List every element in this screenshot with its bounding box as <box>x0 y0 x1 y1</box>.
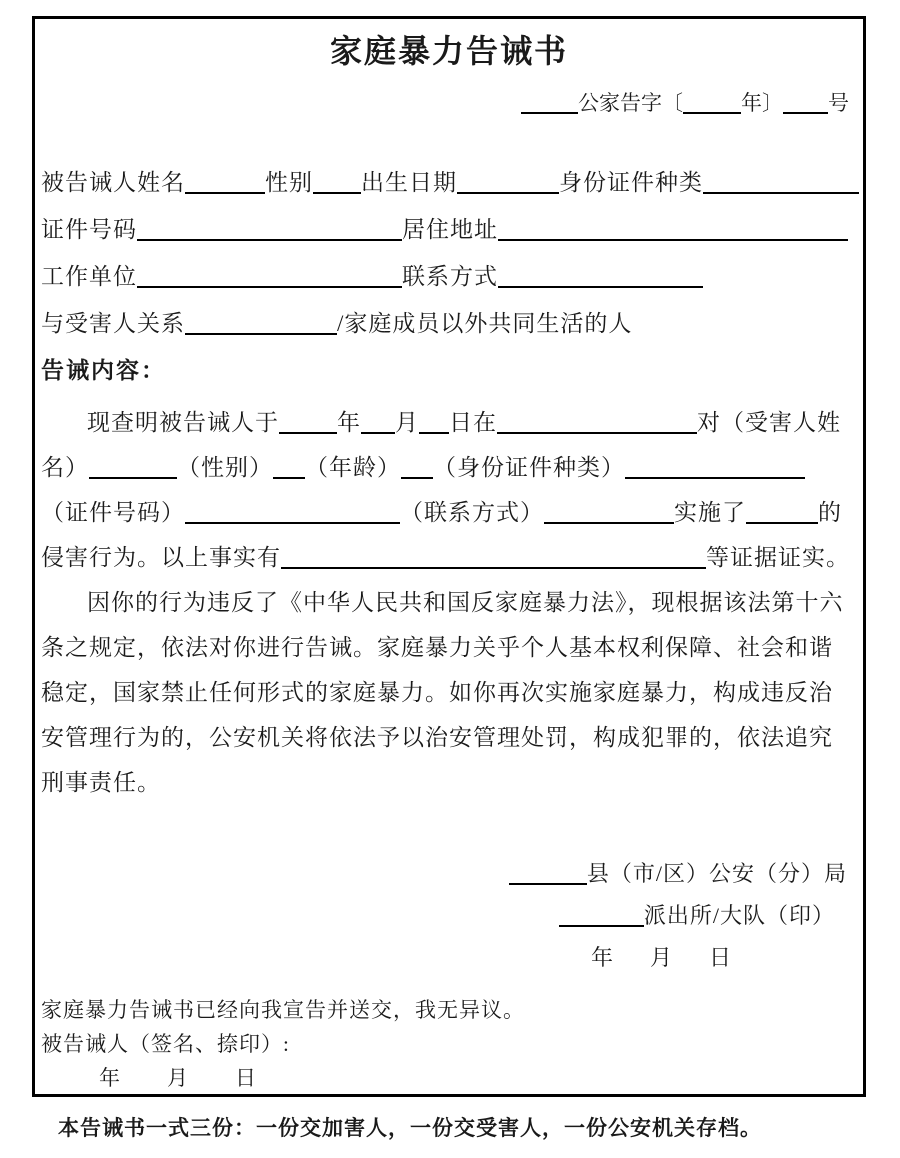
blank-field <box>281 567 706 569</box>
authority-bureau-line <box>41 853 857 895</box>
blank-field <box>521 112 578 114</box>
text-segment: 等证据证实。 <box>706 545 850 570</box>
text-segment: （证件号码） <box>41 500 185 525</box>
ack-date-line <box>41 1061 857 1095</box>
text-segment: 身份证件种类 <box>559 170 703 195</box>
text-segment: 安管理行为的，公安机关将依法予以治安管理处罚，构成犯罪的，依法追究 <box>41 725 833 750</box>
text-segment: 侵害行为。以上事实有 <box>41 545 281 570</box>
employer-line <box>41 253 857 300</box>
legal-line-4 <box>41 715 857 760</box>
blank-field <box>273 477 305 479</box>
warning-facts-paragraph <box>41 400 857 580</box>
relationship-line <box>41 300 857 347</box>
blank-field <box>497 432 697 434</box>
blank-field <box>137 286 402 288</box>
blank-field <box>683 112 741 114</box>
recipient-name-line <box>41 159 857 206</box>
text-segment: 告诫内容： <box>41 357 166 383</box>
text-segment: 年 <box>337 410 361 435</box>
blank-field <box>783 112 828 114</box>
authority-station-line <box>41 895 857 937</box>
text-segment: 实施了 <box>674 500 746 525</box>
text-segment: 家庭暴力告诫书已经向我宣告并送交，我无异议。 <box>41 998 525 1022</box>
blank-field <box>361 432 395 434</box>
blank-field <box>509 883 587 885</box>
blank-field <box>544 522 674 524</box>
blank-field <box>559 925 644 927</box>
legal-line-3 <box>41 670 857 715</box>
text-segment: （性别） <box>177 455 273 480</box>
text-segment: 居住地址 <box>402 217 498 242</box>
blank-field <box>703 192 859 194</box>
text-segment: 派出所/大队（印） <box>643 903 835 928</box>
text-segment: 日 <box>708 945 732 970</box>
id-number-line <box>41 206 857 253</box>
text-segment: 刑事责任。 <box>41 770 161 795</box>
blank-field <box>746 522 818 524</box>
text-segment: （身份证件种类） <box>433 455 625 480</box>
text-segment: 证件号码 <box>41 217 137 242</box>
text-segment: 稳定，国家禁止任何形式的家庭暴力。如你再次实施家庭暴力，构成违反治 <box>41 680 833 705</box>
text-segment: 月 <box>649 945 673 970</box>
text-segment: 条之规定，依法对你进行告诫。家庭暴力关乎个人基本权利保障、社会和谐 <box>41 635 833 660</box>
text-segment: 被告诫人（签名、捺印）: <box>41 1032 290 1056</box>
blank-field <box>185 192 265 194</box>
ack-statement-line <box>41 993 857 1027</box>
blank-field <box>89 477 177 479</box>
text-segment: 年 <box>99 1066 121 1090</box>
doc-number-line <box>41 85 857 121</box>
blank-field <box>279 432 337 434</box>
blank-field <box>498 239 848 241</box>
legal-basis-paragraph <box>41 580 857 805</box>
text-segment: 的 <box>818 500 842 525</box>
text-segment: 日 <box>235 1066 257 1090</box>
text-segment: 月 <box>395 410 419 435</box>
blank-field <box>137 239 402 241</box>
document-title: 家庭暴力告诫书 <box>329 33 568 69</box>
facts-line-4 <box>41 535 857 580</box>
text-segment: /家庭成员以外共同生活的人 <box>337 311 633 336</box>
distribution-note: 本告诫书一式三份：一份交加害人，一份交受害人，一份公安机关存档。 <box>58 1116 762 1140</box>
content-heading <box>41 347 857 394</box>
text-segment: 工作单位 <box>41 264 137 289</box>
ack-signature-line <box>41 1027 857 1061</box>
text-segment: 号 <box>828 91 849 115</box>
text-segment: 年 <box>590 945 614 970</box>
facts-line-2 <box>41 445 857 490</box>
text-segment: 被告诫人姓名 <box>41 170 185 195</box>
blank-field <box>185 522 400 524</box>
text-segment: 联系方式 <box>402 264 498 289</box>
authority-date-line <box>41 937 857 979</box>
facts-line-1 <box>41 400 857 445</box>
text-segment: 现查明被告诫人于 <box>87 410 279 435</box>
text-segment: （年龄） <box>305 455 401 480</box>
blank-field <box>625 477 805 479</box>
document-border <box>32 16 866 1097</box>
legal-line-2 <box>41 625 857 670</box>
text-segment: 与受害人关系 <box>41 311 185 336</box>
acknowledgment-section <box>41 993 857 1095</box>
blank-field <box>401 477 433 479</box>
blank-field <box>313 192 361 194</box>
text-segment: 对（受害人姓 <box>697 410 841 435</box>
text-segment: 县（市/区）公安（分）局 <box>586 861 847 886</box>
issuing-authority-section <box>41 853 857 979</box>
text-segment: 公家告字〔 <box>578 91 683 115</box>
blank-field <box>457 192 559 194</box>
doc-number-section <box>41 85 857 121</box>
text-segment: 名） <box>41 455 89 480</box>
text-segment: 因你的行为违反了《中华人民共和国反家庭暴力法》，现根据该法第十六 <box>87 590 844 615</box>
subject-info-section <box>41 159 857 394</box>
text-segment: 年〕 <box>741 91 783 115</box>
text-segment: 性别 <box>265 170 313 195</box>
facts-line-3 <box>41 490 857 535</box>
text-segment: 日在 <box>449 410 497 435</box>
legal-line-5 <box>41 760 857 805</box>
text-segment: （联系方式） <box>400 500 544 525</box>
text-segment: 出生日期 <box>361 170 457 195</box>
blank-field <box>185 333 337 335</box>
legal-line-1 <box>41 580 857 625</box>
text-segment: 月 <box>167 1066 189 1090</box>
blank-field <box>498 286 703 288</box>
blank-field <box>419 432 449 434</box>
